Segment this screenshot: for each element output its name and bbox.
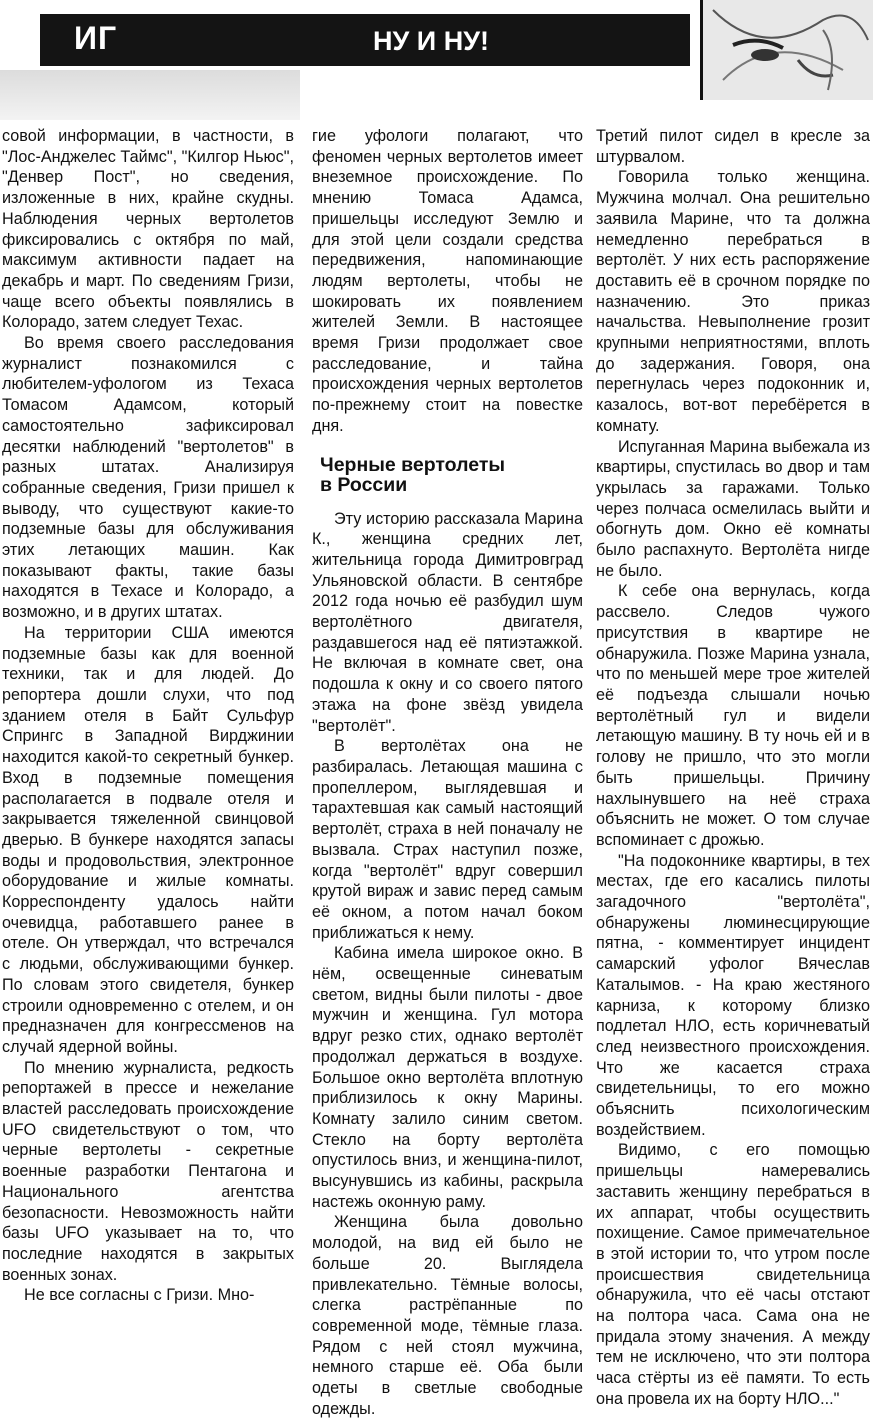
- face-illustration-icon: [703, 0, 873, 100]
- article-paragraph: совой информации, в частности, в "Лос-Анджелес Таймс", "Килгор Ньюс", "Денвер Пост", но сведения, изложенные в них, крайне скудны. Наблюдения черных вертолетов фиксировались с октября по май, максимум активности падает на декабрь и март. По сведениям Гризи, чаще всего объекты появлялись в Колорадо, затем следует Техас.: [2, 127, 294, 332]
- article-paragraph: "На подоконнике квартиры, в тех местах, где его касались пилоты загадочного "вертолёта", обнаружены люминесцирующие пятна, - комментирует инцидент самарский уфолог Вячеслав Каталымов. - На краю жестяного карниза, к которому близко подлетал НЛО, есть коричневатый след неизвестного происхождения. Что же касается страха свидетельницы, то его можно объяснить психологическим воздействием.: [596, 851, 870, 1139]
- article-paragraph: К себе она вернулась, когда рассвело. Следов чужого присутствия в квартире не обнаружила. Позже Марина узнала, что по меньшей мере трое жителей её подъезда слышали ночью вертолётный гул и видели летающую машину. В ту ночь ей и в голову не пришло, что это могли быть пришельцы. Причину нахлынувшего на неё страха объяснить не может. О том случае вспоминает с дрожью.: [596, 582, 870, 849]
- header-photo: [700, 0, 870, 100]
- article-paragraph: Эту историю рассказала Марина К., женщина средних лет, жительница города Димитровград Ульяновской области. В сентябре 2012 года ночью её разбудил шум вертолётного двигателя, раздавшегося над её пятиэтажкой. Не включая в комнате свет, она подошла к окну и со своего пятого этажа на фоне звёзд увидела "вертолёт".: [312, 509, 583, 735]
- section-title: НУ И НУ!: [373, 26, 489, 56]
- article-paragraph: гие уфологи полагают, что феномен черных вертолетов имеет внеземное происхождение. По мнению Томаса Адамса, пришельцы исследуют Землю и для этой цели создали средства передвижения, напоминающие людям вертолеты, чтобы не шокировать их появлением жителей Земли. В настоящее время Гризи продолжает свое расследование, и тайна происхождения черных вертолетов по-прежнему стоит на повестке дня.: [312, 127, 583, 435]
- article-paragraph: Кабина имела широкое окно. В нём, освещенные синеватым светом, видны были пилоты - двое мужчин и женщина. Гул мотора вдруг резко стих, однако вертолёт продолжал держаться в воздухе. Большое окно вертолёта вплотную приблизилось к окну Марины. Комнату залило синим светом. Стекло на борту вертолёта опустилось вниз, и женщина-пилот, высунувшись из кабины, раскрыла настежь оконную раму.: [312, 944, 583, 1211]
- article-column-3: [596, 126, 870, 1408]
- subheading-line: в России: [320, 473, 408, 496]
- section-header-bar: [40, 14, 690, 66]
- article-paragraph: Испуганная Марина выбежала из квартиры, спустилась во двор и там укрылась за гаражами. Только через полчаса осмелилась выйти и обогнуть дом. Окно её комнаты было распахнуто. Вертолёта нигде не было.: [596, 437, 870, 580]
- section-code: ИГ: [74, 20, 118, 56]
- article-paragraph: Видимо, с его помощью пришельцы намеревались заставить женщину перебраться в их аппарат, чтобы осуществить похищение. Самое примечательное в этой истории то, что утром после происшествия свидетельница обнаружила, что её часы отстают на полтора часа. Сама она не придала этому значения. А между тем не исключено, что эти полтора часа стёрты из её памяти. То есть она провела их на борту НЛО...": [596, 1141, 870, 1408]
- article-paragraph: Не все согласны с Гризи. Мно-: [24, 1286, 255, 1305]
- article-column-1: [2, 126, 294, 1305]
- article-paragraph: Говорила только женщина. Мужчина молчал. Она решительно заявила Марине, что та должна немедленно перебраться в вертолёт. У них есть распоряжение доставить её в срочном порядке по назначению. Это приказ начальства. Невыполнение грозит крупными неприятностями, вплоть до задержания. Говоря, она перегнулась через подоконник и, казалось, вот-вот перебёрется в комнату.: [596, 168, 870, 435]
- subheading-line: Черные вертолеты: [320, 453, 506, 476]
- header-shadow-strip: [0, 70, 300, 120]
- article-paragraph: Третий пилот сидел в кресле за штурвалом.: [596, 127, 870, 166]
- article-paragraph: Женщина была довольно молодой, на вид ей было не больше 20. Выглядела привлекательно. Тёмные волосы, слегка растрёпанные по современной моде, тёмные глаза. Рядом с ней стоял мужчина, немного старше её. Оба были одеты в светлые свободные одежды.: [312, 1213, 583, 1418]
- article-paragraph: Во время своего расследования журналист познакомился с любителем-уфологом из Техаса Томасом Адамсом, который самостоятельно зафиксировал десятки наблюдений "вертолетов" в разных штатах. Анализируя собранные сведения, Гризи пришел к выводу, что существуют какие-то подземные базы для обслуживания этих летающих машин. Как показывают факты, такие базы находятся в Техасе и Колорадо, а возможно, и в других штатах.: [2, 334, 294, 622]
- article-paragraph: В вертолётах она не разбиралась. Летающая машина с пропеллером, выглядевшая и тарахтевшая как самый настоящий вертолёт, страха в ней поначалу не вызвала. Страх наступил позже, когда "вертолёт" вдруг совершил крутой вираж и завис перед самым её окном, а потом начал боком приближаться к нему.: [312, 737, 583, 942]
- article-column-2: [312, 126, 583, 1418]
- article-paragraph: На территории США имеются подземные базы как для военной техники, так и для людей. До репортера дошли слухи, что под зданием отеля в Байт Сульфур Спрингс в Западной Вирджинии находится какой-то секретный бункер. Вход в подземные помещения располагается в подвале отеля и закрывается тяжеленной свинцовой дверью. В бункере находятся запасы воды и продовольствия, электронное оборудование и жилые комнаты. Корреспонденту удалось найти очевидца, работавшего ранее в отеле. Он утверждал, что встречался с людьми, обслуживающими бункер. По словам этого свидетеля, бункер строили одновременно с отелем, и он предназначен для конгрессменов на случай ядерной войны.: [2, 623, 294, 1056]
- article-paragraph: По мнению журналиста, редкость репортажей в прессе и нежелание властей расследовать происхождение UFO свидетельствуют о том, что черные вертолеты - секретные военные разработки Пентагона и Национального агентства безопасности. Невозможность найти базы UFO указывает на то, что последние находятся в закрытых военных зонах.: [2, 1058, 294, 1284]
- subheading: [320, 455, 583, 495]
